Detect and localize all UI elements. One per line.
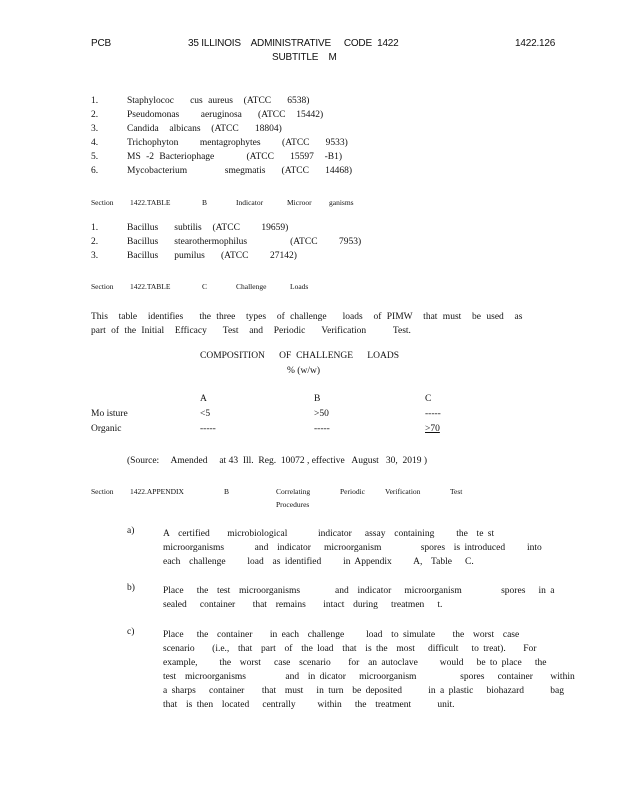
header-title: 35 ILLINOIS ADMINISTRATIVE CODE 1422 <box>188 38 399 49</box>
procedure-line: scenario (i.e., that part of the load that is the most difficult to treat). For <box>163 644 537 654</box>
list-number: 1. <box>91 223 99 233</box>
section-letter: B <box>224 487 230 496</box>
procedure-line: example, the worst case scenario for an autoclave would be to place the <box>163 658 547 668</box>
section-title-word: Loads <box>290 282 309 291</box>
list-text: Bacillus stearothermophilus (ATCC 7953) <box>127 237 362 247</box>
section-title-word: ganisms <box>329 198 354 207</box>
procedure-line: each challenge load as identified in Appendix A, Table C. <box>163 557 474 567</box>
intro-paragraph: This table identifies the three types of challenge loads of PIMW that must be used as part of the Initial Efficacy Test and Periodic Verification Test. <box>91 312 528 336</box>
list-number: 2. <box>91 237 99 247</box>
section-title-word: Challenge <box>236 282 267 291</box>
procedure-label: c) <box>127 627 135 637</box>
section-title-word: Periodic <box>340 487 365 496</box>
section-title-word: Test <box>450 487 463 496</box>
section-title-word: Indicator <box>236 198 264 207</box>
table-cell: ----- <box>425 409 441 419</box>
section-table-ref: 1422.TABLE <box>130 282 171 291</box>
list-text: Bacillus pumilus (ATCC 27142) <box>127 251 297 261</box>
list-text: Trichophyton mentagrophytes (ATCC 9533) <box>127 138 348 148</box>
row-label: Organic <box>91 424 122 434</box>
table-cell: ----- <box>200 424 216 434</box>
list-number: 6. <box>91 166 99 176</box>
section-label: Section <box>91 198 114 207</box>
procedure-line: Place the test microorganisms and indicator microorganism spores in a <box>163 586 555 596</box>
row-label: Mo isture <box>91 409 128 419</box>
procedure-label: b) <box>127 583 135 593</box>
section-title-word: Procedures <box>276 500 310 509</box>
procedure-line: a sharps container that must in turn be deposited in a plastic biohazard bag <box>163 686 564 696</box>
list-text: Staphylococ cus aureus (ATCC 6538) <box>127 96 310 106</box>
list-text: MS -2 Bacteriophage (ATCC 15597 -B1) <box>127 152 342 162</box>
list-text: Mycobacterium smegmatis (ATCC 14468) <box>127 166 353 176</box>
section-letter: B <box>202 198 208 207</box>
list-number: 3. <box>91 124 99 134</box>
table-cell: >70 <box>425 424 440 434</box>
list-text: Candida albicans (ATCC 18804) <box>127 124 282 134</box>
procedure-line: Place the container in each challenge load to simulate the worst case <box>163 630 520 640</box>
table-cell: ----- <box>314 424 330 434</box>
list-number: 3. <box>91 251 99 261</box>
procedure-line: that is then located centrally within the treatment unit. <box>163 700 455 710</box>
list-text: Pseudomonas aeruginosa (ATCC 15442) <box>127 110 324 120</box>
list-number: 4. <box>91 138 99 148</box>
section-appendix-ref: 1422.APPENDIX <box>130 487 184 496</box>
section-title-word: Verification <box>385 487 421 496</box>
list-number: 1. <box>91 96 99 106</box>
procedure-text <box>163 527 542 569</box>
source-note: (Source: Amended at 43 Ill. Reg. 10072 , effective August 30, 2019 ) <box>127 456 428 466</box>
procedure-line: sealed container that remains intact during treatmen t. <box>163 600 443 610</box>
list-text: Bacillus subtilis (ATCC 19659) <box>127 223 289 233</box>
procedure-label: a) <box>127 526 135 536</box>
procedure-text <box>163 628 575 712</box>
table-cell: >50 <box>314 409 329 419</box>
table-title: COMPOSITION OF CHALLENGE LOADS <box>200 351 399 361</box>
header-section-number: 1422.126 <box>515 38 556 49</box>
section-title-word: Microor <box>287 198 312 207</box>
section-letter: C <box>202 282 208 291</box>
list-number: 5. <box>91 152 99 162</box>
procedure-line: A certified microbiological indicator assay containing the te st <box>163 529 495 539</box>
header-subtitle: SUBTITLE M <box>272 52 337 63</box>
table-cell: <5 <box>200 409 211 419</box>
section-label: Section <box>91 282 114 291</box>
table-unit: % (w/w) <box>287 366 320 376</box>
procedure-line: microorganisms and indicator microorganism spores is introduced into <box>163 543 542 553</box>
procedure-line: test microorganisms and in dicator microorganism spores container within <box>163 672 575 682</box>
column-header: B <box>314 394 321 404</box>
column-header: A <box>200 394 207 404</box>
section-label: Section <box>91 487 114 496</box>
procedure-text <box>163 584 555 612</box>
section-title-word: Correlating <box>276 487 311 496</box>
column-header: C <box>425 394 432 404</box>
list-number: 2. <box>91 110 99 120</box>
header-agency: PCB <box>91 38 111 49</box>
section-table-ref: 1422.TABLE <box>130 198 171 207</box>
